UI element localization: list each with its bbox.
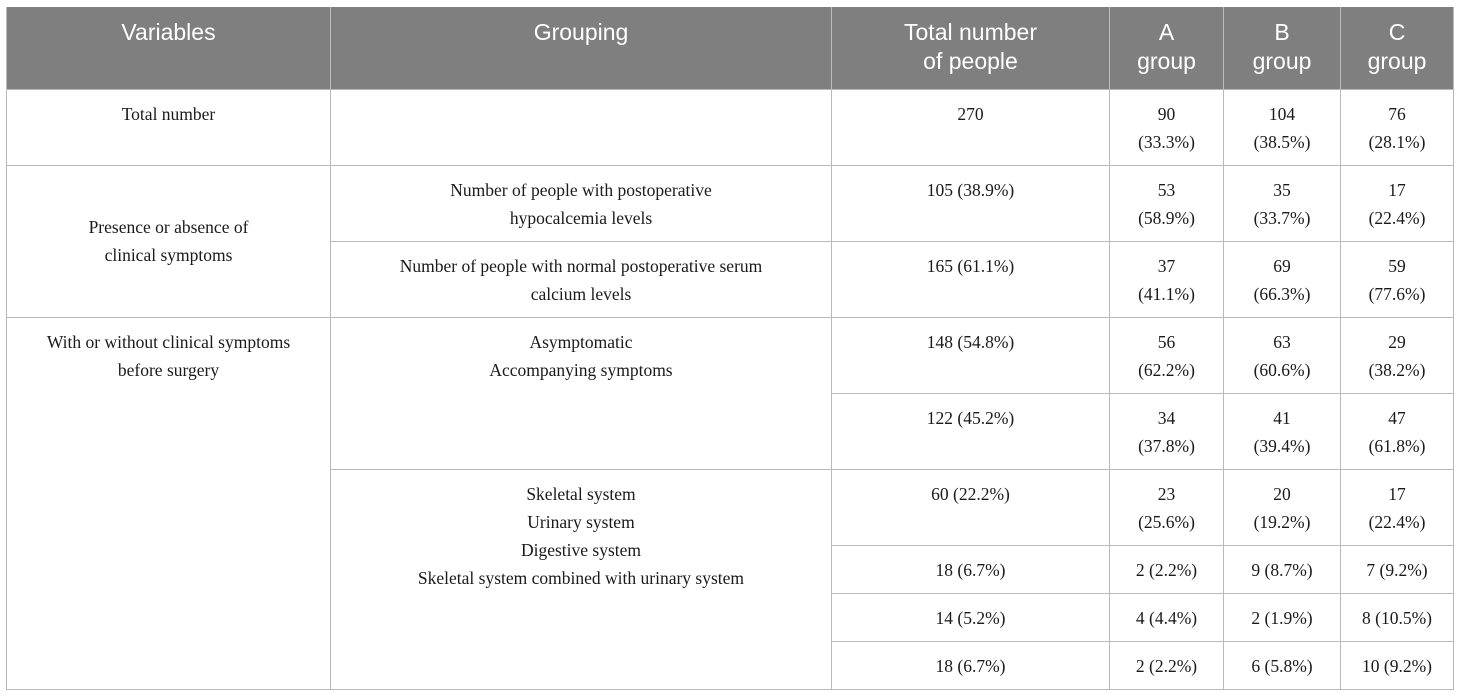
table-row-total-number [7, 89, 1454, 165]
cell-grouping: Asymptomatic Accompanying symptoms [331, 317, 832, 469]
header-variables: Variables [7, 7, 331, 89]
cell-a: 4 (4.4%) [1110, 593, 1224, 641]
cell-c: 17 (22.4%) [1341, 469, 1454, 545]
cell-grouping: Number of people with postoperative hypocalcemia levels [331, 165, 832, 241]
cell-c: 47 (61.8%) [1341, 393, 1454, 469]
data-table [6, 7, 1454, 690]
cell-total: 105 (38.9%) [832, 165, 1110, 241]
cell-grouping [331, 89, 832, 165]
cell-c: 17 (22.4%) [1341, 165, 1454, 241]
cell-c: 10 (9.2%) [1341, 641, 1454, 689]
cell-total: 60 (22.2%) [832, 469, 1110, 545]
header-a-group: A group [1110, 7, 1224, 89]
cell-total: 14 (5.2%) [832, 593, 1110, 641]
cell-a: 53 (58.9%) [1110, 165, 1224, 241]
header-c-group: C group [1341, 7, 1454, 89]
cell-c: 29 (38.2%) [1341, 317, 1454, 393]
cell-a: 56 (62.2%) [1110, 317, 1224, 393]
header-row [7, 7, 1454, 89]
cell-c: 76 (28.1%) [1341, 89, 1454, 165]
cell-variable: Total number [7, 89, 331, 165]
header-total: Total number of people [832, 7, 1110, 89]
cell-variable: Presence or absence of clinical symptoms [7, 165, 331, 317]
cell-a: 2 (2.2%) [1110, 641, 1224, 689]
cell-a: 90 (33.3%) [1110, 89, 1224, 165]
table-row-asymptomatic [7, 317, 1454, 393]
cell-a: 34 (37.8%) [1110, 393, 1224, 469]
cell-grouping: Skeletal system Urinary system Digestive system Skeletal system combined with urinary system [331, 469, 832, 689]
header-grouping: Grouping [331, 7, 832, 89]
cell-b: 69 (66.3%) [1224, 241, 1341, 317]
cell-total: 18 (6.7%) [832, 641, 1110, 689]
cell-c: 7 (9.2%) [1341, 545, 1454, 593]
table-row-hypocalcemia [7, 165, 1454, 241]
cell-a: 23 (25.6%) [1110, 469, 1224, 545]
cell-a: 2 (2.2%) [1110, 545, 1224, 593]
header-b-group: B group [1224, 7, 1341, 89]
cell-total: 18 (6.7%) [832, 545, 1110, 593]
cell-b: 104 (38.5%) [1224, 89, 1341, 165]
cell-c: 8 (10.5%) [1341, 593, 1454, 641]
cell-b: 63 (60.6%) [1224, 317, 1341, 393]
cell-c: 59 (77.6%) [1341, 241, 1454, 317]
cell-total: 270 [832, 89, 1110, 165]
cell-b: 2 (1.9%) [1224, 593, 1341, 641]
cell-b: 20 (19.2%) [1224, 469, 1341, 545]
cell-total: 148 (54.8%) [832, 317, 1110, 393]
cell-b: 41 (39.4%) [1224, 393, 1341, 469]
cell-b: 9 (8.7%) [1224, 545, 1341, 593]
cell-b: 35 (33.7%) [1224, 165, 1341, 241]
cell-total: 122 (45.2%) [832, 393, 1110, 469]
cell-total: 165 (61.1%) [832, 241, 1110, 317]
cell-variable: With or without clinical symptoms before surgery [7, 317, 331, 689]
cell-a: 37 (41.1%) [1110, 241, 1224, 317]
cell-grouping: Number of people with normal postoperative serum calcium levels [331, 241, 832, 317]
cell-b: 6 (5.8%) [1224, 641, 1341, 689]
